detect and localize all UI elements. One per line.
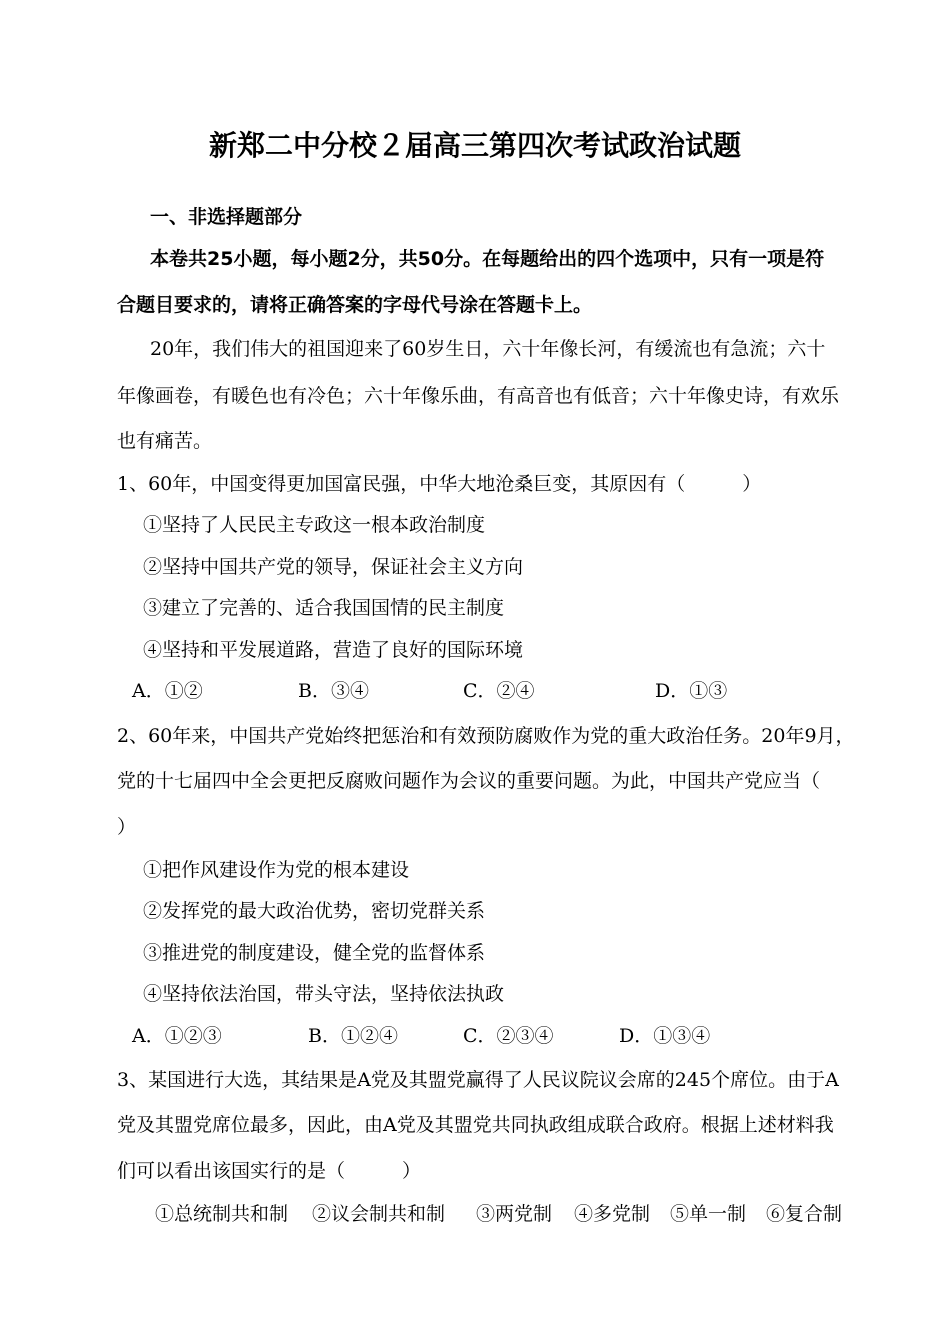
question-3-stem-line-3: 们可以看出该国实行的是（ ） [117,1160,422,1182]
question-2-item-3: ③推进党的制度建设，健全党的监督体系 [143,942,486,964]
question-3-item-5: ⑤单一制 [670,1203,747,1225]
question-2-stem-line-3: ） [117,816,137,838]
question-1-item-3: ③建立了完善的、适合我国国情的民主制度 [143,597,505,619]
question-3-item-3: ③两党制 [476,1203,553,1225]
question-1-item-4: ④坚持和平发展道路，营造了良好的国际环境 [143,639,524,661]
question-1-choice-b[interactable]: B．③④ [298,680,369,702]
question-2-item-1: ①把作风建设作为党的根本建设 [143,859,410,881]
question-1-item-2: ②坚持中国共产党的领导，保证社会主义方向 [143,556,524,578]
question-3-item-1: ①总统制共和制 [155,1203,289,1225]
instructions-line-1: 本卷共25小题，每小题2分，共50分。在每题给出的四个选项中，只有一项是符 [150,248,825,270]
question-3-item-6: ⑥复合制 [766,1203,843,1225]
question-2-item-2: ②发挥党的最大政治优势，密切党群关系 [143,900,486,922]
question-1-choice-d[interactable]: D．①③ [655,680,728,702]
instructions-line-2: 合题目要求的，请将正确答案的字母代号涂在答题卡上。 [117,294,593,316]
question-2-choice-c[interactable]: C．②③④ [463,1025,554,1047]
question-1-stem: 1、60年，中国变得更加国富民强，中华大地沧桑巨变，其原因有（ ） [117,473,762,495]
question-1-choice-c[interactable]: C．②④ [463,680,535,702]
question-3-item-4: ④多党制 [574,1203,651,1225]
material-line-2: 年像画卷，有暖色也有冷色；六十年像乐曲，有高音也有低音；六十年像史诗，有欢乐 [117,385,840,407]
question-2-choice-b[interactable]: B．①②④ [308,1025,398,1047]
question-3-stem-line-2: 党及其盟党席位最多，因此，由A党及其盟党共同执政组成联合政府。根据上述材料我 [117,1114,834,1136]
question-3-stem-line-1: 3、某国进行大选，其结果是A党及其盟党赢得了人民议院议会席的245个席位。由于A [117,1069,839,1091]
material-line-3: 也有痛苦。 [117,430,213,452]
question-1-choice-a[interactable]: A．①② [132,680,203,702]
material-line-1: 20年，我们伟大的祖国迎来了60岁生日，六十年像长河，有缓流也有急流；六十 [150,338,826,360]
question-3-item-2: ②议会制共和制 [312,1203,446,1225]
question-2-stem-line-2: 党的十七届四中全会更把反腐败问题作为会议的重要问题。为此，中国共产党应当（ [117,770,821,792]
section-heading: 一、非选择题部分 [150,206,303,228]
page-title: 新郑二中分校２届高三第四次考试政治试题 [208,129,741,162]
question-1-item-1: ①坚持了人民民主专政这一根本政治制度 [143,514,486,536]
question-2-choice-d[interactable]: D．①③④ [619,1025,711,1047]
question-2-choice-a[interactable]: A．①②③ [132,1025,222,1047]
question-2-item-4: ④坚持依法治国，带头守法，坚持依法执政 [143,983,505,1005]
question-2-stem-line-1: 2、60年来，中国共产党始终把惩治和有效预防腐败作为党的重大政治任务。20年9月， [117,725,855,747]
